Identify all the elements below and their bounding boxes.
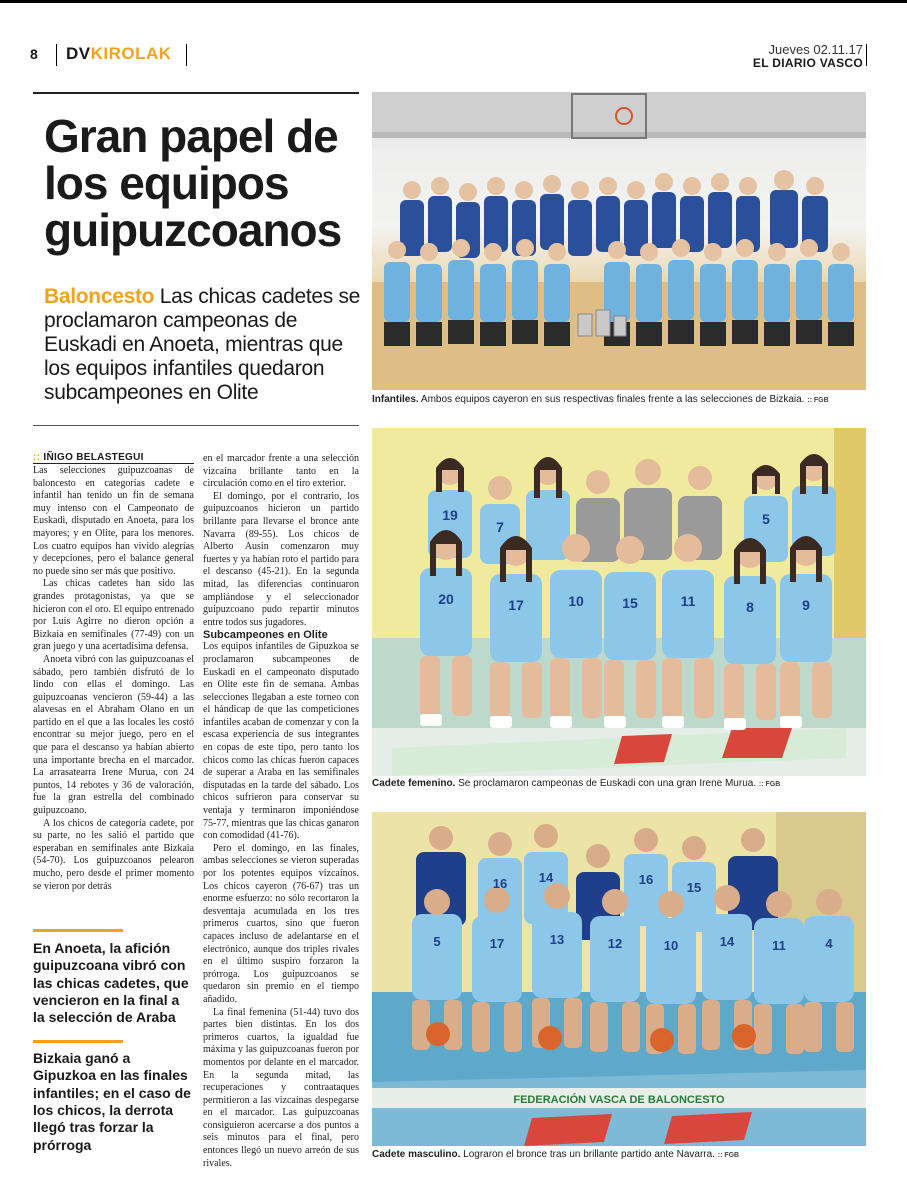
top-rule bbox=[0, 0, 907, 3]
photo-cadete-masculino-scene bbox=[372, 812, 866, 1146]
jersey-number: 17 bbox=[508, 597, 524, 613]
section-name bbox=[66, 44, 172, 64]
photo-infantiles bbox=[372, 92, 866, 390]
byline bbox=[33, 452, 144, 463]
photo-credit: :: FGB bbox=[717, 1152, 740, 1159]
deck-rule bbox=[33, 425, 359, 426]
photo-credit: :: FGB bbox=[807, 397, 829, 404]
photo-cadete-masculino bbox=[372, 812, 866, 1146]
section-label: KIROLAK bbox=[90, 44, 172, 63]
body-column-1 bbox=[33, 465, 194, 893]
jersey-number: 14 bbox=[538, 870, 554, 885]
jersey-number: 20 bbox=[438, 591, 454, 607]
jersey-number: 9 bbox=[802, 597, 810, 613]
issue-date: Jueves 02.11.17 bbox=[768, 42, 863, 57]
deck bbox=[44, 285, 362, 405]
caption-text: Ambos equipos cayeron en sus respectivas finales frente a las selecciones de Bizkaia. bbox=[420, 394, 805, 405]
header-divider bbox=[866, 44, 867, 66]
jersey-number: 15 bbox=[622, 595, 638, 611]
jersey-number: 10 bbox=[663, 938, 679, 953]
headline: Gran papel de los equipos guipuzcoanos bbox=[44, 110, 342, 256]
caption-label: Infantiles. bbox=[372, 394, 419, 405]
federation-banner: FEDERACIÓN VASCA DE BALONCESTO bbox=[513, 1094, 725, 1106]
byline-rule bbox=[33, 463, 194, 464]
section-prefix: DV bbox=[66, 44, 91, 63]
jersey-number: 5 bbox=[433, 934, 441, 949]
jersey-number: 16 bbox=[492, 876, 508, 891]
jersey-number: 4 bbox=[825, 936, 833, 951]
pull-quote: Bizkaia ganó a Gipuzkoa en las finales infantiles; en el caso de los chicos, la derrota llegó tras forzar la prórroga bbox=[33, 1050, 191, 1153]
photo-caption bbox=[372, 394, 829, 405]
photo-cadete-femenino-scene bbox=[372, 428, 866, 776]
jersey-number: 5 bbox=[762, 511, 770, 527]
paragraph: El domingo, por el contrario, los guipuzcoanos hicieron un partido brillante para llevarse el bronce ante Navarra (89-55). Los chicos de Alberto Ausin comenzaron muy fuertes y ya habían roto el partido para el descanso (45-21). En la segunda mitad, las diferencias continuaron ampliándose y el seleccionador guipuzcoano pudo repartir minutos entre todos sus jugadores. bbox=[203, 490, 359, 628]
header-divider bbox=[186, 44, 187, 66]
paragraph: La final femenina (51-44) tuvo dos partes bien distintas. En los dos primeros cuartos, la igualdad fue máxima y las guipuzcoanas fueron por momentos por delante en el marcador. En la segunda mitad, las recuperaciones y contraataques permitieron a las vizcaínas despegarse en el marcador. Las guipuzcoanas consiguieron acercarse a dos puntos a seis minutos para el final, pero entonces llegó un nuevo arreón de sus rivales. bbox=[203, 1006, 359, 1169]
jersey-number: 16 bbox=[638, 872, 654, 887]
paragraph: A los chicos de categoría cadete, por su parte, no les salió el partido que esperaban en semifinales ante Bizkaia (54-70). Los guipuzcoanos pelearon mucho, pero desde el primer momento se vieron por detrás bbox=[33, 817, 194, 892]
caption-label: Cadete femenino. bbox=[372, 778, 456, 789]
jersey-number: 19 bbox=[442, 507, 458, 523]
jersey-number: 7 bbox=[496, 519, 504, 535]
headline-rule bbox=[33, 92, 359, 94]
jersey-number: 13 bbox=[549, 932, 565, 947]
jersey-number: 11 bbox=[772, 938, 786, 953]
caption-label: Cadete masculino. bbox=[372, 1149, 461, 1160]
photo-cadete-femenino bbox=[372, 428, 866, 776]
jersey-number: 17 bbox=[489, 936, 505, 951]
newspaper-name: EL DIARIO VASCO bbox=[752, 56, 863, 70]
paragraph: en el marcador frente a una selección vizcaína brillante tanto en la circulación como en el tiro exterior. bbox=[203, 453, 359, 490]
subheading: Subcampeones en Olite bbox=[203, 629, 328, 642]
caption-text: Lograron el bronce tras un brillante partido ante Navarra. bbox=[463, 1149, 715, 1160]
jersey-number: 8 bbox=[746, 599, 754, 615]
photo-infantiles-scene bbox=[372, 92, 866, 390]
page-number: 8 bbox=[30, 46, 38, 62]
photo-caption bbox=[372, 1149, 739, 1160]
jersey-number: 14 bbox=[719, 934, 735, 949]
jersey-number: 10 bbox=[568, 593, 584, 609]
jersey-number: 11 bbox=[680, 593, 696, 609]
caption-text: Se proclamaron campeonas de Euskadi con una gran Irene Murua. bbox=[458, 778, 757, 789]
byline-marker: :: bbox=[33, 452, 41, 463]
paragraph: Las selecciones guipuzcoanas de baloncesto en categorías cadete e infantil han tenido un fin de semana muy intenso con el Campeonato de Euskadi, disputado en Anoeta, para los mayores; y en Olite, para los menores. Los cuatro equipos han vivido alegrías y decepciones, pero el balance general no puede sino ser más que positivo. bbox=[33, 465, 194, 577]
quote-accent-bar bbox=[33, 1040, 123, 1043]
paragraph: Las chicas cadetes han sido las grandes protagonistas, ya que se hicieron con el oro. El equipo entrenado por Luis Agirre no dieron opción a Bizkaia en semifinales (77-49) con un gran juego y una acertadísima defensa. bbox=[33, 578, 194, 653]
header-divider bbox=[56, 44, 57, 66]
byline-author: IÑIGO BELASTEGUI bbox=[43, 452, 144, 463]
deck-text: Las chicas cadetes se proclamaron campeonas de Euskadi en Anoeta, mientras que los equipos infantiles quedaron subcampeones en Olite bbox=[44, 285, 361, 404]
paragraph: Pero el domingo, en las finales, ambas selecciones se vieron superadas por los potentes equipos vizcaínos. Los chicos cayeron (76-67) tras un enorme esfuerzo: no sólo recortaron la desventaja acumulada en los tres primeros cuartos, sino que fueron capaces incluso de adelantarse en el electrónico, aunque dos triples rivales en el último suspiro forzaron la prórroga. Los guipuzcoanos se quedaron sin premio en el tiempo añadido. bbox=[203, 842, 359, 1005]
jersey-number: 12 bbox=[607, 936, 623, 951]
photo-caption bbox=[372, 778, 780, 789]
quote-accent-bar bbox=[33, 929, 123, 932]
deck-keyword: Baloncesto bbox=[44, 285, 155, 308]
paragraph: Los equipos infantiles de Gipuzkoa se proclamaron subcampeones de Euskadi en el campeonato disputado en Olite este fin de semana. Ambas selecciones llegaban a este torneo con el hándicap de que las competiciones infantiles acaban de comenzar y con la escasa experiencia de sus integrantes en copas de este tipo, pero tanto los chicos como las chicas fueron capaces de superar a Araba en las semifinales disputadas en la tarde del sábado. Los chicos sufrieron para conservar su ventaja y terminaron imponiéndose 75-77, mientras que las chicas ganaron con comodidad (41-76). bbox=[203, 641, 359, 842]
photo-credit: :: FGB bbox=[758, 781, 781, 788]
pull-quote: En Anoeta, la afición guipuzcoana vibró con las chicas cadetes, que vencieron en la final a la selección de Araba bbox=[33, 940, 189, 1026]
body-column-2 bbox=[203, 453, 359, 1170]
paragraph: Anoeta vibró con las guipuzcoanas el sábado, pero también disfrutó de lo lindo con ellas el domingo. Las guipuzcoanas vencieron (59-44) a las alavesas en el Abraham Olano en un partido en el que a las locales les costó encontrar su mejor juego, pero en el que para el descanso ya habían abierto una importante brecha en el marcador. La arrasatearra Irene Murua, con 24 puntos, 14 rebotes y 36 de valoración, fue la gran estrella del combinado guipuzcoano. bbox=[33, 653, 194, 817]
jersey-number: 15 bbox=[686, 880, 702, 895]
